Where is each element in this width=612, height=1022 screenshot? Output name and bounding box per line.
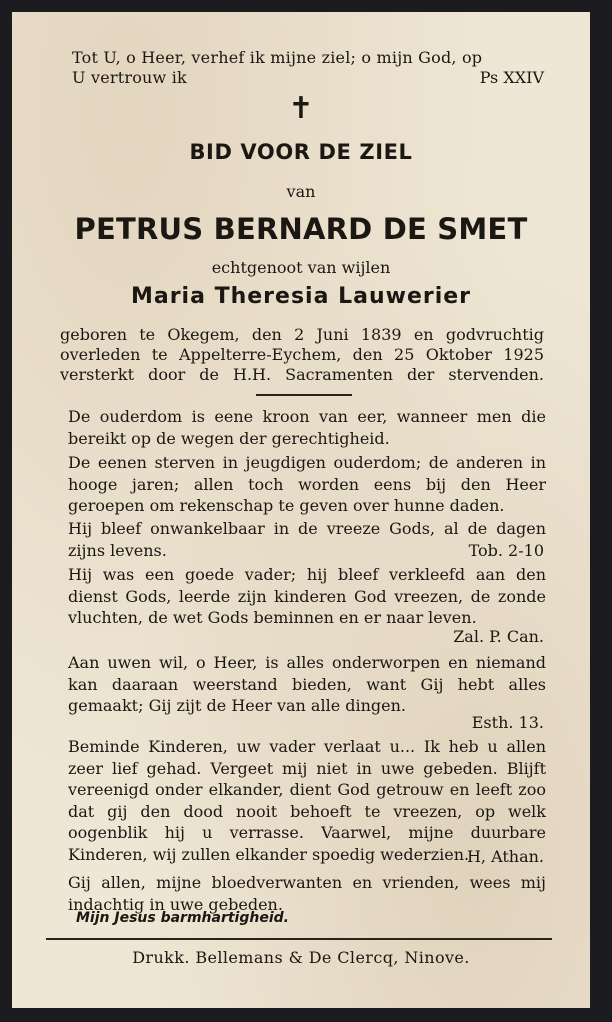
paragraph-kinderen: Beminde Kinderen, uw vader verlaat u... Ik heb u allen zeer lief gehad. Vergeet mij niet in uwe gebeden. Blijft vereenigd onder elkander, dient God getrouw en leeft zoo dat gij den dood nooit behoeft te vreezen, op welk oogenblik hij u verrasse. Vaarwel, mijne duurbare Kinderen, wij zullen elkander spoedig wederzien.: [68, 737, 546, 864]
paragraph-onwankelbaar: Hij bleef onwankelbaar in de vreeze Gods, al de dagen zijns levens.: [68, 519, 546, 560]
bio-line2: overleden te Appelterre-Eychem, den 25 Oktober 1925: [60, 345, 544, 364]
spouse-intro: echtgenoot van wijlen: [211, 258, 391, 277]
divider-long: [46, 938, 552, 940]
paragraph-sterven: De eenen sterven in jeugdigen ouderdom; de anderen in hooge jaren; allen toch worden eens bij den Heer geroepen om rekenschap te geven over hunne daden.: [68, 453, 546, 516]
paragraph-bloedverwanten: Gij allen, mijne bloedverwanten en vrienden, wees mij indachtig in uwe gebeden.: [68, 873, 546, 914]
divider-short: [256, 394, 352, 396]
psalm-motto-line2: U vertrouw ik: [72, 68, 187, 87]
reference-esther: Esth. 13.: [471, 713, 544, 732]
closing-prayer: Mijn Jesus barmhartigheid.: [76, 910, 289, 926]
memorial-card: [12, 12, 590, 1008]
paragraph-goede-vader: Hij was een goede vader; hij bleef verkleefd aan den dienst Gods, leerde zijn kinderen God vreezen, de zonde vluchten, de wet Gods beminnen en er naar leven.: [68, 565, 546, 628]
reference-tobit: Tob. 2-10: [468, 541, 544, 560]
bio-line3: versterkt door de H.H. Sacramenten der stervenden.: [60, 365, 544, 384]
cross-icon: ✝: [288, 91, 314, 126]
reference-athan: H, Athan.: [466, 847, 544, 866]
bio-line1: geboren te Okegem, den 2 Juni 1839 en godvruchtig: [60, 325, 544, 344]
psalm-reference: Ps XXIV: [479, 68, 544, 87]
spouse-name: Maria Theresia Lauwerier: [130, 284, 472, 309]
heading-pray: BID VOOR DE ZIEL: [189, 140, 413, 164]
printer-line: Drukk. Bellemans & De Clercq, Ninove.: [132, 948, 470, 967]
paragraph-uwen-wil: Aan uwen wil, o Heer, is alles onderworpen en niemand kan daaraan weerstand bieden, want Gij hebt alles gemaakt; Gij zijt de Heer van alle dingen.: [68, 653, 546, 716]
word-van: van: [286, 182, 316, 201]
deceased-name: PETRUS BERNARD DE SMET: [74, 212, 528, 246]
psalm-motto-line1: Tot U, o Heer, verhef ik mijne ziel; o mijn God, op: [72, 48, 483, 67]
reference-can: Zal. P. Can.: [453, 627, 544, 646]
paragraph-ouderdom: De ouderdom is eene kroon van eer, wanneer men die bereikt op de wegen der gerechtigheid.: [68, 407, 546, 448]
